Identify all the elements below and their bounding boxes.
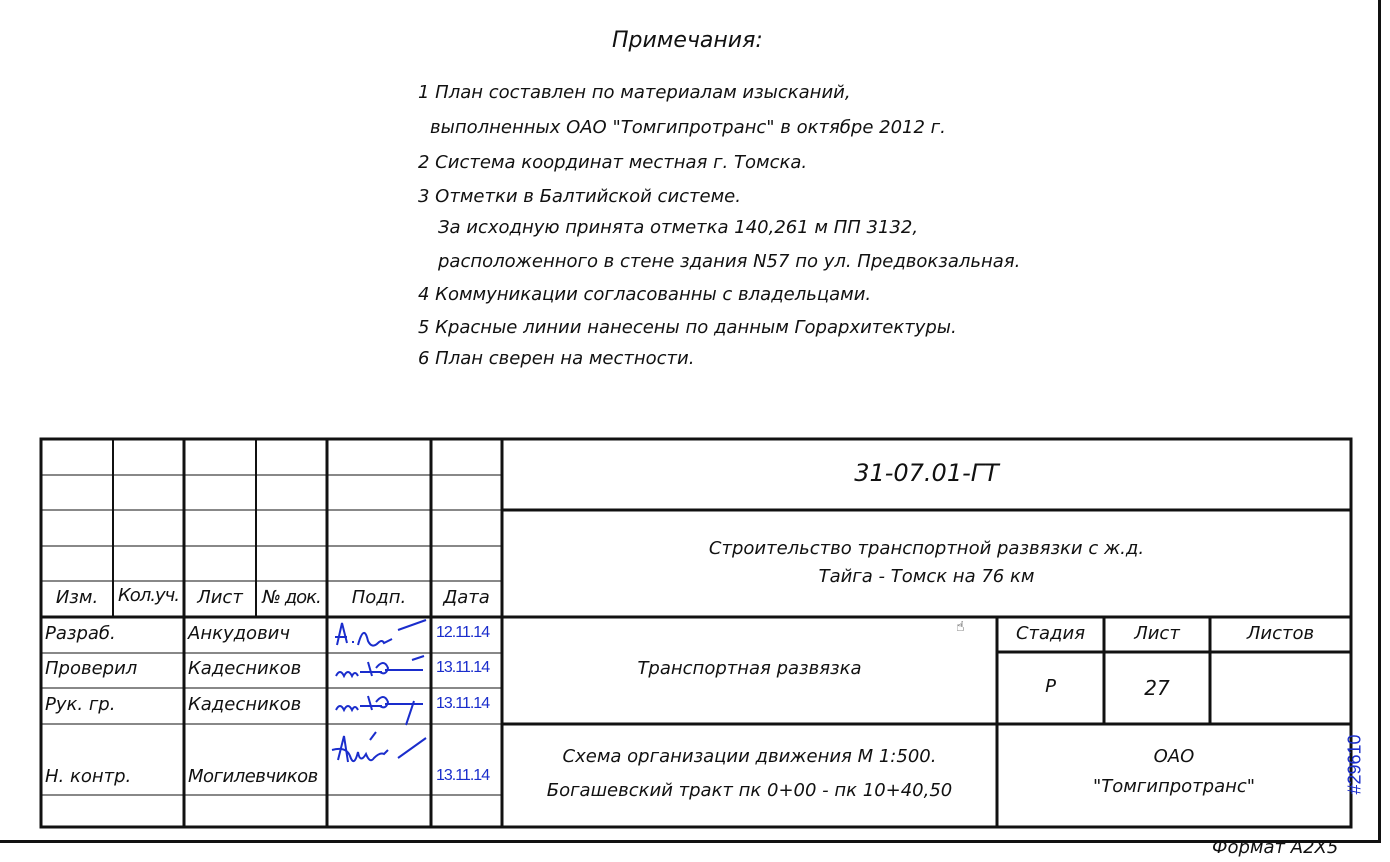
organization-line1: ОАО xyxy=(1153,746,1195,767)
note-line: 6 План сверен на местности. xyxy=(418,348,695,369)
role-label: Н. контр. xyxy=(45,766,132,787)
header-doc: № док. xyxy=(262,587,321,608)
sign-date: 13.11.14 xyxy=(436,767,490,784)
inventory-stamp xyxy=(1345,726,1365,806)
header-list: Лист xyxy=(197,587,243,608)
note-line: За исходную принята отметка 140,261 м ПП 3132, xyxy=(438,217,919,238)
note-line: 3 Отметки в Балтийской системе. xyxy=(418,186,741,207)
note-line: 2 Система координат местная г. Томска. xyxy=(418,152,808,173)
sheets-header: Листов xyxy=(1246,623,1315,644)
note-line: 1 План составлен по материалам изысканий, xyxy=(418,82,851,103)
sheet-format: Формат А2Х5 xyxy=(1212,837,1339,858)
object-name: Транспортная развязка xyxy=(637,658,862,679)
signatures xyxy=(332,620,426,762)
sign-date: 13.11.14 xyxy=(436,695,490,712)
person-name: Кадесников xyxy=(188,658,302,679)
header-podp: Подп. xyxy=(351,587,407,608)
sign-date: 13.11.14 xyxy=(436,659,490,676)
note-line: расположенного в стене здания N57 по ул. Предвокзальная. xyxy=(438,251,1021,272)
note-line: 5 Красные линии нанесены по данным Горархитектуры. xyxy=(418,317,957,338)
drawing-title-line2: Богашевский тракт пк 0+00 - пк 10+40,50 xyxy=(546,780,953,801)
notes-title: Примечания: xyxy=(612,28,763,53)
organization-line2: "Томгипротранс" xyxy=(1092,776,1256,797)
header-izm: Изм. xyxy=(55,587,99,608)
drawing-title-line1: Схема организации движения М 1:500. xyxy=(562,746,937,767)
hand-cursor-icon: ☝ xyxy=(956,619,965,635)
note-line: 4 Коммуникации согласованны с владельцами. xyxy=(418,284,872,305)
role-label: Проверил xyxy=(45,658,138,679)
header-data: Дата xyxy=(443,587,490,608)
header-kol: Кол.уч. xyxy=(117,585,180,606)
stage-header: Стадия xyxy=(1015,623,1086,644)
sheet-value: 27 xyxy=(1144,676,1170,700)
stage-value: Р xyxy=(1045,676,1056,697)
inventory-number: #29610 xyxy=(1344,734,1365,795)
project-name-line2: Тайга - Томск на 76 км xyxy=(818,566,1035,587)
project-name-line1: Строительство транспортной развязки с ж.д. xyxy=(708,538,1145,559)
note-line: выполненных ОАО "Томгипротранс" в октябре 2012 г. xyxy=(430,117,946,138)
sheet-header: Лист xyxy=(1134,623,1180,644)
role-label: Разраб. xyxy=(45,623,116,644)
sign-date: 12.11.14 xyxy=(436,624,490,641)
person-name: Анкудович xyxy=(188,623,291,644)
role-label: Рук. гр. xyxy=(45,694,116,715)
person-name: Кадесников xyxy=(188,694,302,715)
person-name: Могилевчиков xyxy=(188,766,318,787)
drawing-code: 31-07.01-ГТ xyxy=(854,459,999,487)
